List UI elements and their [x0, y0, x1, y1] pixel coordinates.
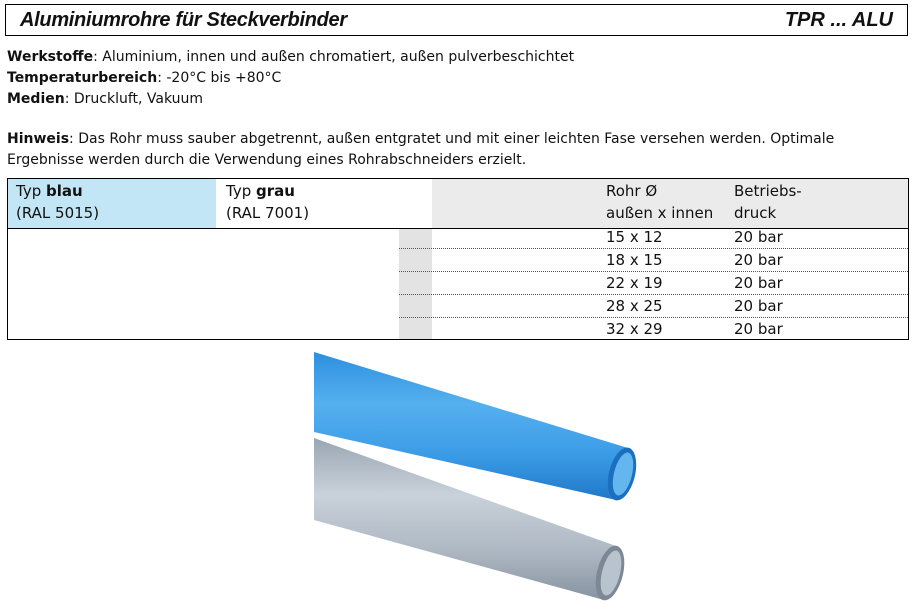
spec-media — [7, 89, 574, 110]
header-line: druck — [734, 204, 777, 222]
pipe-size: 15 x 12 — [606, 228, 663, 246]
pipe-size: 28 x 25 — [606, 297, 663, 315]
title-bar — [5, 4, 908, 36]
header-pipe-size — [606, 180, 713, 224]
product-table — [7, 178, 909, 340]
spec-list — [7, 47, 574, 110]
spec-value: : Aluminium, innen und außen chromatiert, außen pulverbeschichtet — [93, 49, 575, 65]
type-color: grau — [256, 182, 295, 200]
spec-label: Medien — [7, 91, 65, 107]
spec-label: Temperaturbereich — [7, 70, 158, 86]
pipes-illustration — [310, 350, 640, 602]
header-pressure — [734, 180, 802, 224]
pipe-size: 32 x 29 — [606, 320, 663, 338]
body-cell-gray-strip — [399, 229, 432, 339]
page-title: Aluminiumrohre für Steckverbinder — [20, 8, 347, 31]
type-prefix: Typ — [16, 182, 46, 200]
header-line: Betriebs- — [734, 182, 802, 200]
pipe-size: 18 x 15 — [606, 251, 663, 269]
ral-code: (RAL 5015) — [16, 204, 100, 222]
note-label: Hinweis — [7, 131, 70, 147]
header-type-gray — [226, 180, 309, 224]
type-color: blau — [46, 182, 83, 200]
header-type-blue — [16, 180, 99, 224]
type-prefix: Typ — [226, 182, 256, 200]
ral-code: (RAL 7001) — [226, 204, 310, 222]
pressure-value: 20 bar — [734, 297, 783, 315]
header-line: Rohr Ø — [606, 182, 658, 200]
spec-label: Werkstoffe — [7, 49, 94, 65]
note-paragraph — [7, 129, 905, 171]
spec-materials — [7, 47, 574, 68]
pressure-value: 20 bar — [734, 320, 783, 338]
product-code: TPR ... ALU — [784, 8, 893, 31]
header-line: außen x innen — [606, 204, 714, 222]
spec-value: : -20°C bis +80°C — [157, 70, 282, 86]
spec-value: : Druckluft, Vakuum — [64, 91, 204, 107]
note-text: : Das Rohr muss sauber abgetrennt, außen entgratet und mit einer leichten Fase versehen werden. Optimale Ergebnisse werden durch die Verwendung eines Rohrabschneiders erzielt. — [7, 131, 835, 168]
pressure-value: 20 bar — [734, 251, 783, 269]
body-cell-blue — [8, 229, 216, 339]
spec-temperature — [7, 68, 574, 89]
pressure-value: 20 bar — [734, 274, 783, 292]
pressure-value: 20 bar — [734, 228, 783, 246]
pipe-size: 22 x 19 — [606, 274, 663, 292]
